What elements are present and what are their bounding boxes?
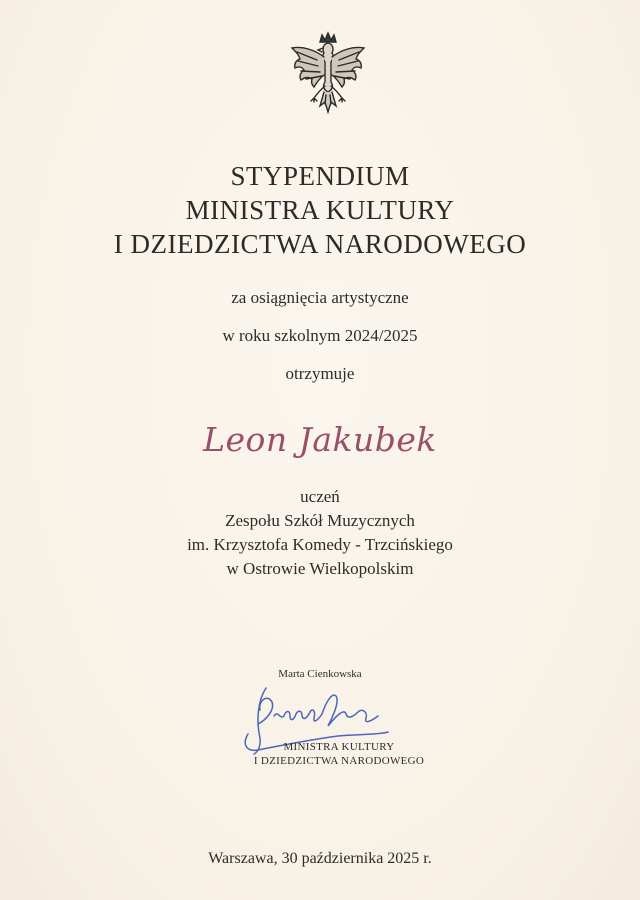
school-line-1: Zespołu Szkół Muzycznych [225, 511, 415, 530]
award-receives: otrzymuje [285, 364, 355, 383]
award-school-year: w roku szkolnym 2024/2025 [222, 326, 418, 345]
signer-name: Marta Cienkowska [278, 668, 362, 680]
school-line-2: im. Krzysztofa Komedy - Trzcińskiego [187, 535, 453, 554]
signer-office-line-2: I DZIEDZICTWA NARODOWEGO [253, 755, 425, 767]
title-line-3: I DZIEDZICTWA NARODOWEGO [113, 229, 527, 259]
title-line-2: MINISTRA KULTURY [185, 195, 455, 225]
title-line-1: STYPENDIUM [230, 161, 410, 191]
signer-office-line-1: MINISTRA KULTURY [283, 741, 395, 753]
polish-eagle-emblem-icon [287, 30, 369, 118]
recipient-role: uczeń [300, 487, 340, 506]
recipient-name: Leon Jakubek [203, 420, 437, 459]
place-and-date: Warszawa, 30 października 2025 r. [208, 850, 432, 867]
award-reason: za osiągnięcia artystyczne [231, 288, 409, 307]
school-line-3: w Ostrowie Wielkopolskim [226, 559, 414, 578]
